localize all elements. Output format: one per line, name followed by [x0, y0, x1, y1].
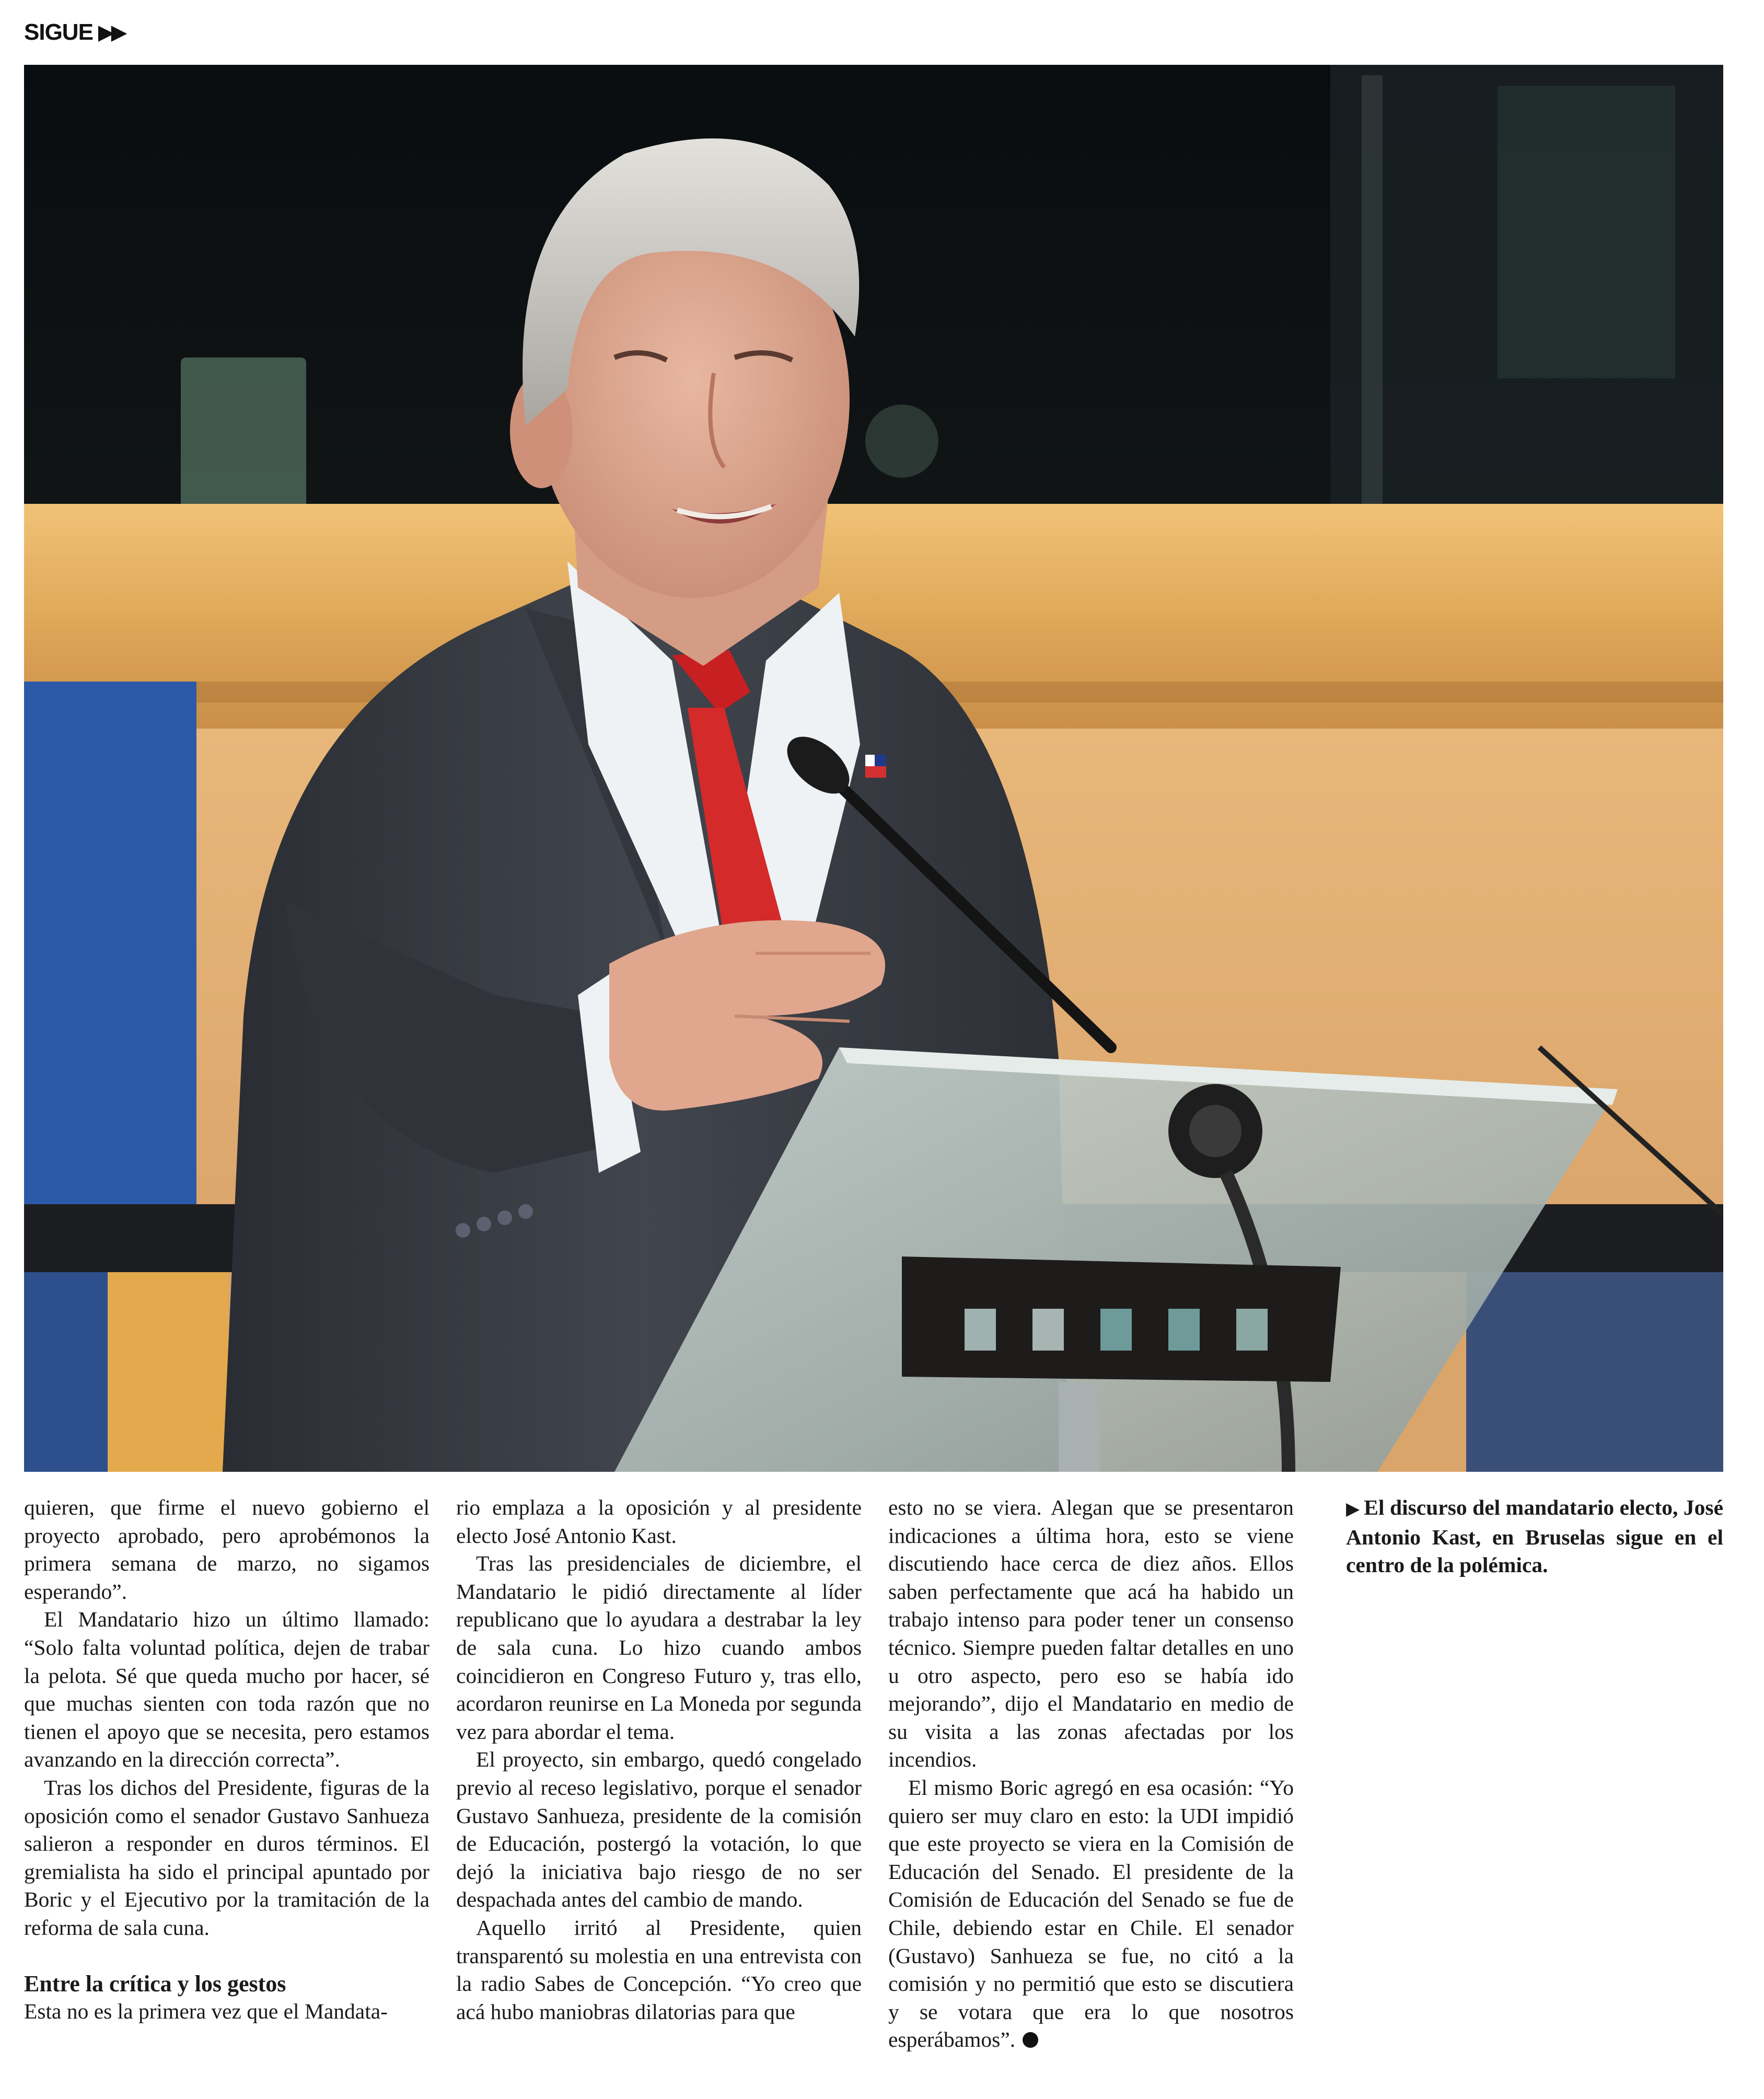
section-subheading: Entre la crítica y los gestos: [24, 1970, 286, 1997]
paragraph: El proyecto, sin embargo, quedó congelado previo al receso legislativo, porque el senador Gustavo Sanhueza, presidente de la comisión de Educación, postergó la votación, lo que dejó la iniciativa bajo riesgo de no ser despachada antes del cambio de mando.: [456, 1747, 862, 1912]
continue-label: [24, 16, 124, 49]
paragraph: Aquello irritó al Presidente, quien transparentó su molestia en una entrevista con la radio Sabes de Concepción. “Yo creo que acá hubo maniobras dilatorias para que: [456, 1915, 862, 2024]
article-column-2: [456, 1494, 862, 2026]
paragraph: esto no se viera. Alegan que se presentaron indicaciones a última hora, esto se viene discutiendo hace cerca de diez años. Ellos saben perfectamente que acá ha habido un trabajo intenso para poder tener un consenso técnico. Siempre pueden faltar detalles en uno u otro aspecto, pero eso se había ido mejorando”, dijo el Mandatario en medio de su visita a las zonas afectadas por los incendios.: [888, 1495, 1294, 1772]
continue-text: SIGUE: [24, 19, 93, 45]
end-of-article-dot-icon: [1023, 2032, 1038, 2048]
man-speaking-at-podium-photo: [24, 65, 1723, 1472]
caption-text: El discurso del mandatario electo, José Antonio Kast, en Bruselas sigue en el centro de la polémica.: [1346, 1495, 1723, 1577]
paragraph: quieren, que firme el nuevo gobierno el proyecto aprobado, pero aprobémonos la primera semana de marzo, no sigamos esperando”.: [24, 1495, 430, 1604]
paragraph: rio emplaza a la oposición y al presidente electo José Antonio Kast.: [456, 1495, 862, 1548]
photo-caption: [1346, 1494, 1723, 1579]
article-column-1: [24, 1494, 430, 2026]
paragraph-text: El mismo Boric agregó en esa ocasión: “Yo quiero ser muy claro en esto: la UDI impidió que este proyecto se viera en la Comisión de Educación del Senado. El presidente de la Comisión de Educación del Senado se fue de Chile, debiendo estar en Chile. El senador (Gustavo) Sanhueza se fue, no citó a la comisión y no permitió que esto se discutiera y se votara que era lo que nosotros esperábamos”.: [888, 1775, 1294, 2052]
article-photo: [24, 65, 1723, 1472]
paragraph: El Mandatario hizo un último llamado: “Solo falta voluntad política, dejen de trabar la pelota. Sé que queda mucho por hacer, sé que muchas sienten con toda razón que no tienen el apoyo que se necesita, pero estamos avanzando en la dirección correcta”.: [24, 1607, 430, 1772]
article-column-3: [888, 1494, 1294, 2054]
paragraph: Tras los dichos del Presidente, figuras de la oposición como el senador Gustavo Sanhueza salieron a responder en duros términos. El gremialista ha sido el principal apuntado por Boric y el Ejecutivo por la tramitación de la reforma de sala cuna.: [24, 1775, 430, 1940]
caption-arrow-icon: ▶: [1346, 1498, 1360, 1519]
paragraph: Esta no es la primera vez que el Mandata-: [24, 1999, 388, 2024]
double-play-arrow-icon: ▶▶: [98, 21, 124, 44]
paragraph: Tras las presidenciales de diciembre, el Mandatario le pidió directamente al líder republicano que lo ayudara a destrabar la ley de sala cuna. Lo hizo cuando ambos coincidieron en Congreso Futuro y, tras ello, acordaron reunirse en La Moneda por segunda vez para abordar el tema.: [456, 1551, 862, 1744]
paragraph: [888, 1774, 1294, 2054]
